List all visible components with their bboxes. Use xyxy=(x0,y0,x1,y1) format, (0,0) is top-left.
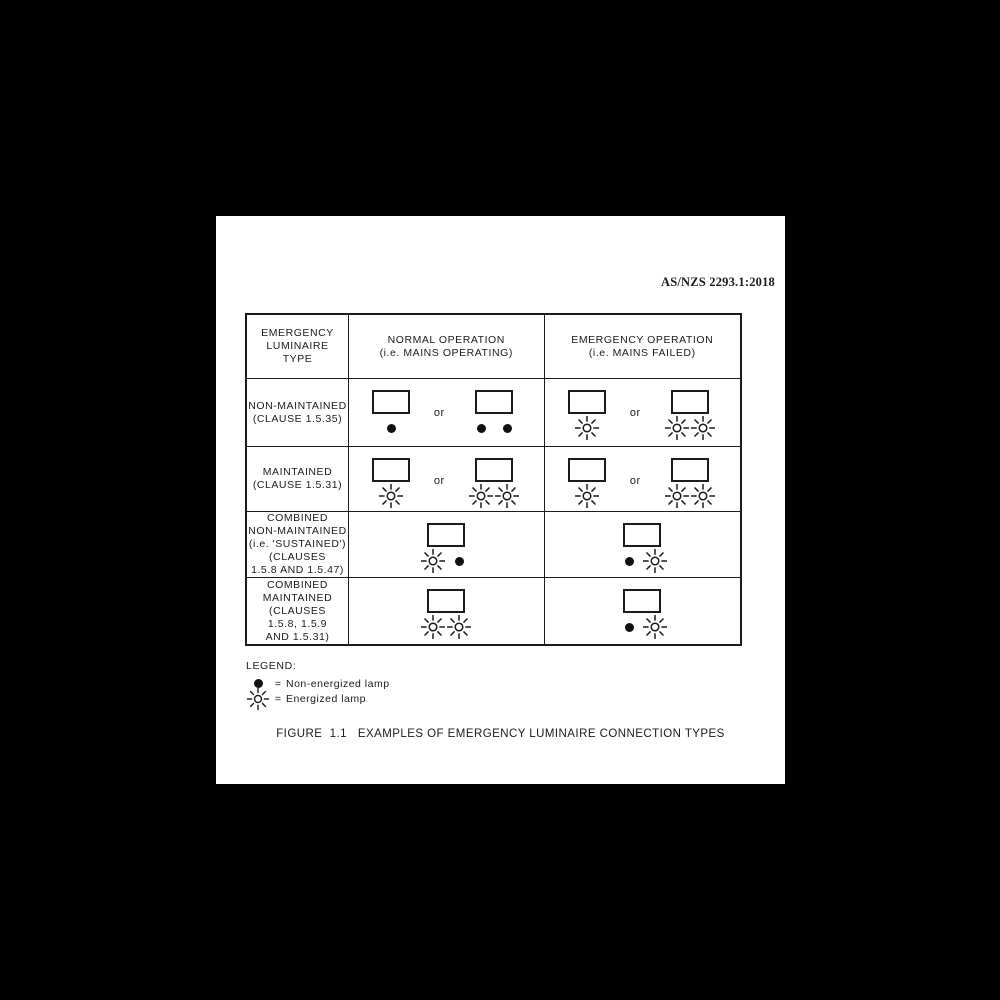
luminaire-figure xyxy=(664,458,716,509)
energized-lamp-icon xyxy=(690,415,716,441)
text-line: AND 1.5.31) xyxy=(265,630,330,643)
non-energized-lamp-icon xyxy=(446,548,472,574)
energized-lamp-icon xyxy=(494,483,520,509)
figure-caption: FIGURE 1.1 EXAMPLES OF EMERGENCY LUMINAIRE CONNECTION TYPES xyxy=(276,728,725,740)
luminaire-connection-table xyxy=(245,313,742,646)
or-label: or xyxy=(629,407,641,419)
text-line: EMERGENCY OPERATION xyxy=(571,333,714,346)
luminaire-box xyxy=(671,458,709,482)
text-line: (CLAUSE 1.5.31) xyxy=(252,479,343,491)
legend-title: LEGEND: xyxy=(246,660,297,672)
row-label-maintained xyxy=(247,447,349,512)
legend-label: Non-energized lamp xyxy=(286,677,390,690)
luminaire-box xyxy=(475,390,513,414)
cell-combined-maintained-normal xyxy=(349,578,545,644)
luminaire-figure xyxy=(468,390,520,441)
text-line: NON-MAINTAINED xyxy=(248,399,347,412)
non-energized-lamp-icon xyxy=(616,614,642,640)
text-line: (CLAUSES xyxy=(269,551,326,563)
luminaire-figure xyxy=(568,390,606,441)
luminaire-figure xyxy=(420,589,472,640)
lamp-row xyxy=(574,415,600,441)
or-label: or xyxy=(433,475,445,487)
luminaire-figure xyxy=(616,523,668,574)
energized-lamp-icon xyxy=(420,548,446,574)
legend-label: Energized lamp xyxy=(286,692,366,705)
equals-sign: = xyxy=(274,677,282,690)
energized-lamp-icon xyxy=(664,483,690,509)
lamp-row xyxy=(468,415,520,441)
cell-maintained-emergency xyxy=(545,447,741,512)
lamp-row xyxy=(420,614,472,640)
lamp-row xyxy=(616,614,668,640)
luminaire-figure xyxy=(372,390,410,441)
legend xyxy=(246,660,390,706)
header-normal-operation xyxy=(349,315,545,379)
energized-lamp-icon xyxy=(446,614,472,640)
or-label: or xyxy=(433,407,445,419)
cell-non-maintained-emergency xyxy=(545,379,741,447)
luminaire-box xyxy=(427,523,465,547)
text-line: LUMINAIRE xyxy=(266,340,329,352)
non-energized-lamp-icon xyxy=(378,415,404,441)
luminaire-box xyxy=(623,589,661,613)
header-emergency-luminaire-type xyxy=(247,315,349,379)
luminaire-box xyxy=(568,390,606,414)
luminaire-box xyxy=(568,458,606,482)
document-page xyxy=(216,216,785,784)
cell-maintained-normal xyxy=(349,447,545,512)
luminaire-figure xyxy=(568,458,606,509)
lamp-row xyxy=(664,483,716,509)
text-line: TYPE xyxy=(282,353,313,365)
text-line: NORMAL OPERATION xyxy=(387,333,505,346)
equals-sign: = xyxy=(274,692,282,705)
cell-non-maintained-normal xyxy=(349,379,545,447)
text-line: COMBINED xyxy=(267,578,328,591)
luminaire-figure xyxy=(664,390,716,441)
non-energized-lamp-icon xyxy=(616,548,642,574)
row-label-non-maintained xyxy=(247,379,349,447)
luminaire-figure xyxy=(468,458,520,509)
luminaire-box xyxy=(475,458,513,482)
header-emergency-operation xyxy=(545,315,741,379)
cell-combined-maintained-emergency xyxy=(545,578,741,644)
luminaire-figure xyxy=(372,458,410,509)
cell-combined-non-maintained-emergency xyxy=(545,512,741,578)
text-line: 1.5.8, 1.5.9 xyxy=(267,617,328,630)
non-energized-lamp-icon xyxy=(468,415,494,441)
energized-lamp-icon xyxy=(246,686,270,712)
energized-lamp-icon xyxy=(664,415,690,441)
luminaire-figure xyxy=(616,589,668,640)
luminaire-box xyxy=(372,458,410,482)
lamp-row xyxy=(378,483,404,509)
legend-items xyxy=(246,676,390,706)
text-line: NON-MAINTAINED xyxy=(248,525,347,537)
lamp-row xyxy=(574,483,600,509)
luminaire-figure xyxy=(420,523,472,574)
text-line: (i.e. MAINS OPERATING) xyxy=(379,346,513,359)
text-line: MAINTAINED xyxy=(262,591,333,604)
energized-lamp-icon xyxy=(642,548,668,574)
energized-lamp-icon xyxy=(378,483,404,509)
row-label-combined-non-maintained xyxy=(247,512,349,578)
non-energized-lamp-icon xyxy=(494,415,520,441)
text-line: (CLAUSE 1.5.35) xyxy=(252,412,343,425)
energized-lamp-icon xyxy=(574,415,600,441)
text-line: MAINTAINED xyxy=(262,466,333,478)
energized-lamp-icon xyxy=(574,483,600,509)
luminaire-box xyxy=(671,390,709,414)
text-line: EMERGENCY xyxy=(261,327,334,339)
text-line: (CLAUSES xyxy=(269,604,326,617)
luminaire-box xyxy=(427,589,465,613)
text-line: (i.e. MAINS FAILED) xyxy=(588,346,696,359)
energized-lamp-icon xyxy=(468,483,494,509)
lamp-row xyxy=(420,548,472,574)
energized-lamp-icon xyxy=(690,483,716,509)
luminaire-box xyxy=(623,523,661,547)
text-line: (i.e. 'SUSTAINED') xyxy=(248,538,347,550)
cell-combined-non-maintained-normal xyxy=(349,512,545,578)
luminaire-box xyxy=(372,390,410,414)
text-line: COMBINED xyxy=(267,512,328,524)
text-line: 1.5.8 AND 1.5.47) xyxy=(251,564,344,576)
lamp-row xyxy=(468,483,520,509)
row-label-combined-maintained xyxy=(247,578,349,644)
energized-lamp-icon xyxy=(642,614,668,640)
lamp-row xyxy=(616,548,668,574)
or-label: or xyxy=(629,475,641,487)
energized-lamp-icon xyxy=(420,614,446,640)
legend-item-energized xyxy=(246,691,390,706)
standard-number: AS/NZS 2293.1:2018 xyxy=(660,275,775,289)
lamp-row xyxy=(378,415,404,441)
lamp-row xyxy=(664,415,716,441)
